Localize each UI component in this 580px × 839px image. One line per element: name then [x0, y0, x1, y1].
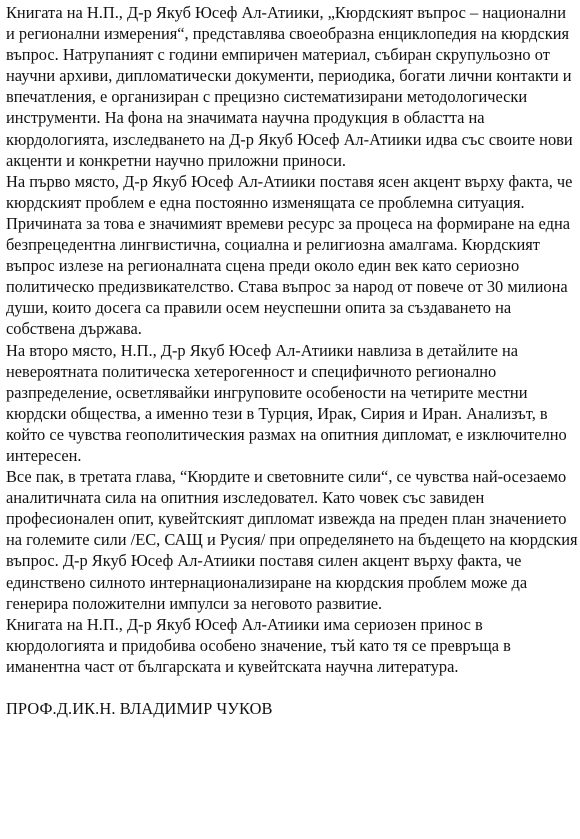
- paragraph-second-point: На второ място, Н.П., Д-р Якуб Юсеф Ал-Атиики навлиза в детайлите на невероятната политическа хетерогенност и специфичното регионално разпределение, осветлявайки ингруповите особености на четирите местни кюрдски общества, а именно тези в Турция, Ирак, Сирия и Иран. Анализът, в който се чувства геополитическия размах на опитния дипломат, е изключително интересен.: [6, 340, 567, 465]
- paragraph-third-chapter: Все пак, в третата глава, “Кюрдите и световните сили“, се чувства най-осезаемо аналитичната сила на опитния изследовател. Като човек със завиден професионален опит, кувейтският дипломат извежда на преден план значението на големите сили /ЕС, САЩ и Русия/ при определянето на бъдещето на кюрдския въпрос. Д-р Якуб Юсеф Ал-Атиики поставя силен акцент върху факта, че единствено силното интернационализиране на кюрдския проблем може да генерира положителни импулси за неговото развитие.: [6, 467, 578, 613]
- paragraph-conclusion: Книгата на Н.П., Д-р Якуб Юсеф Ал-Атиики има сериозен принос в кюрдологията и придобива особено значение, тъй като тя се превръща в иманентна част от българската и кувейтската научна литература.: [6, 614, 511, 676]
- blank-line: [6, 677, 578, 698]
- paragraph-first-point: На първо място, Д-р Якуб Юсеф Ал-Атиики поставя ясен акцент върху факта, че кюрдският проблем е една постоянно изменящата се проблемна ситуация. Причината за това е значимият времеви ресурс за процеса на формиране на една безпрецедентна лингвистична, социална и религиозна амалгама. Кюрдският въпрос излезе на регионалната сцена преди около един век като сериозно политическо предизвикателство. Става въпрос за народ от повече от 30 милиона души, които досега са правили осем неуспешни опита за създаването на собствена държава.: [6, 171, 573, 339]
- paragraph-intro: Книгата на Н.П., Д-р Якуб Юсеф Ал-Атиики, „Кюрдският въпрос – национални и регионални измерения“, представлява своеобразна енциклопедия на кюрдския въпрос. Натрупаният с години емпиричен материал, събиран скрупульозно от научни архиви, дипломатически документи, периодика, богати лични контакти и впечатления, е организиран с прецизно систематизирани методологически инструменти. На фона на значимата научна продукция в областта на кюрдологията, изследването на Д-р Якуб Юсеф Ал-Атиики идва със своите нови акценти и конкретни научно приложни приноси.: [6, 3, 573, 170]
- author-signature: ПРОФ.Д.ИК.Н. ВЛАДИМИР ЧУКОВ: [6, 699, 273, 719]
- document-body: [6, 2, 578, 719]
